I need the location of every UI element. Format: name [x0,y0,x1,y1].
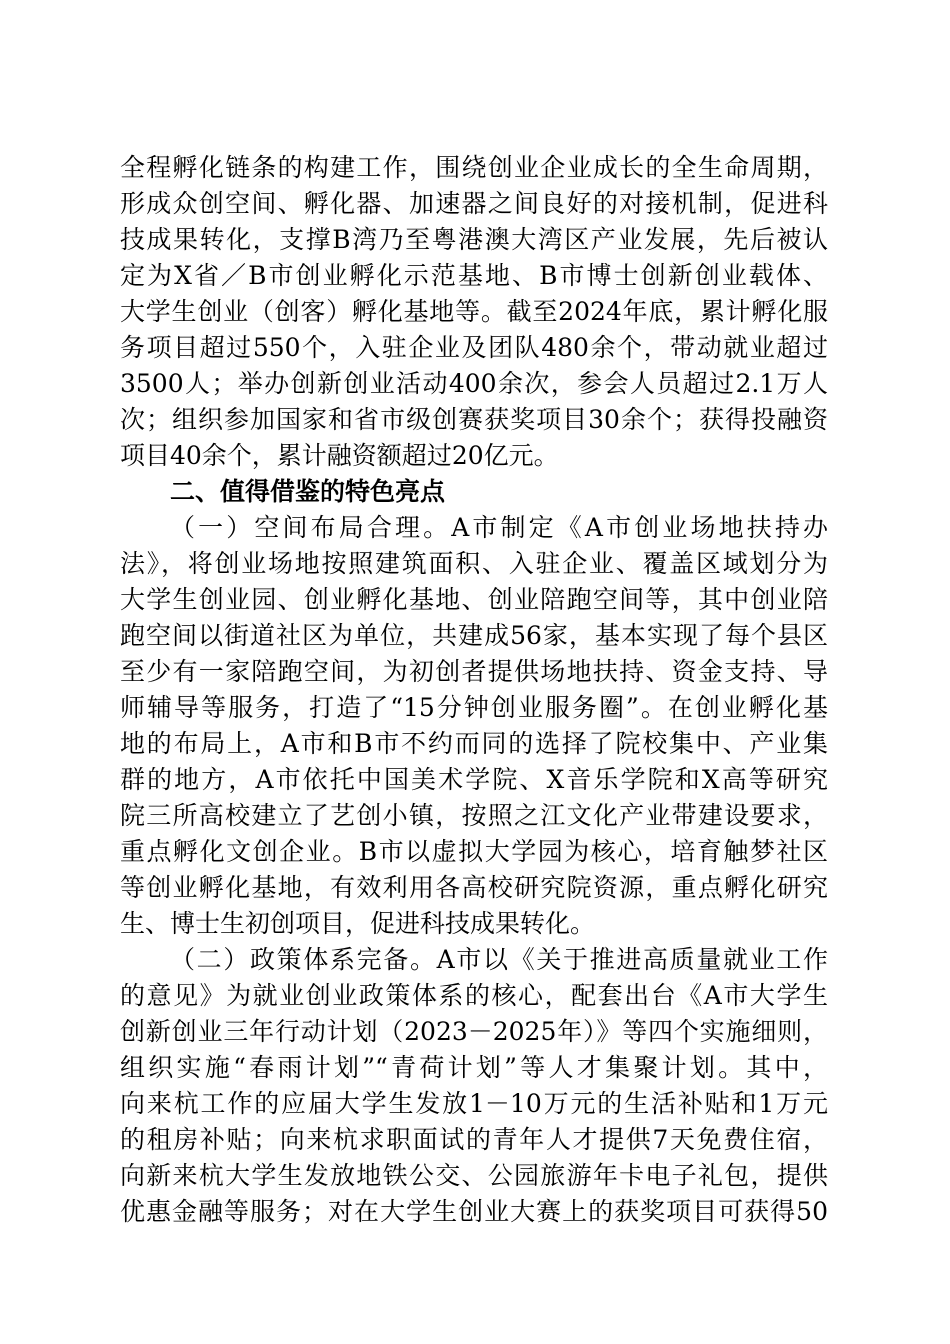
text-line: 务项目超过550个，入驻企业及团队480余个，带动就业超过 [120,333,828,362]
text-line: 至少有一家陪跑空间，为初创者提供场地扶持、资金支持、导 [120,657,828,686]
text-line: 技成果转化，支撑B湾乃至粤港澳大湾区产业发展，先后被认 [120,225,828,254]
text-line: （二）政策体系完备。A市以《关于推进高质量就业工作 [170,945,828,974]
text-line: 向新来杭大学生发放地铁公交、公园旅游年卡电子礼包，提供 [120,1161,828,1190]
text-line: 向来杭工作的应届大学生发放1－10万元的生活补贴和1万元 [120,1089,828,1118]
text-line: 等创业孵化基地，有效利用各高校研究院资源，重点孵化研究 [120,873,828,902]
text-line: 群的地方，A市依托中国美术学院、X音乐学院和X高等研究 [120,765,828,794]
text-line: 3500人；举办创新创业活动400余次，参会人员超过2.1万人 [120,369,828,398]
text-line: 师辅导等服务，打造了“15分钟创业服务圈”。在创业孵化基 [120,693,828,722]
text-line: 大学生创业园、创业孵化基地、创业陪跑空间等，其中创业陪 [120,585,828,614]
section-heading: 二、值得借鉴的特色亮点 [170,477,446,506]
body-text [120,150,828,1230]
text-line: 地的布局上，A市和B市不约而同的选择了院校集中、产业集 [120,729,828,758]
text-line: 全程孵化链条的构建工作，围绕创业企业成长的全生命周期， [120,153,828,182]
text-line: 定为X省／B市创业孵化示范基地、B市博士创新创业载体、 [120,261,828,290]
text-line: 形成众创空间、孵化器、加速器之间良好的对接机制，促进科 [120,189,828,218]
text-line: 的租房补贴；向来杭求职面试的青年人才提供7天免费住宿， [120,1125,828,1154]
text-line: （一）空间布局合理。A市制定《A市创业场地扶持办 [170,513,828,542]
text-line: 次；组织参加国家和省市级创赛获奖项目30余个；获得投融资 [120,405,828,434]
text-line: 法》，将创业场地按照建筑面积、入驻企业、覆盖区域划分为 [120,549,828,578]
text-line: 组织实施“春雨计划”“青荷计划”等人才集聚计划。其中， [120,1053,828,1082]
text-line: 创新创业三年行动计划（2023－2025年）》等四个实施细则， [120,1017,828,1046]
text-line: 院三所高校建立了艺创小镇，按照之江文化产业带建设要求， [120,801,828,830]
text-line: 的意见》为就业创业政策体系的核心，配套出台《A市大学生 [120,981,828,1010]
text-line: 优惠金融等服务；对在大学生创业大赛上的获奖项目可获得50 [120,1197,828,1226]
text-line: 跑空间以街道社区为单位，共建成56家，基本实现了每个县区 [120,621,828,650]
text-line: 生、博士生初创项目，促进科技成果转化。 [120,909,596,938]
text-line: 大学生创业（创客）孵化基地等。截至2024年底，累计孵化服 [120,297,828,326]
text-line: 项目40余个，累计融资额超过20亿元。 [120,441,559,470]
text-line: 重点孵化文创企业。B市以虚拟大学园为核心，培育触梦社区 [120,837,828,866]
